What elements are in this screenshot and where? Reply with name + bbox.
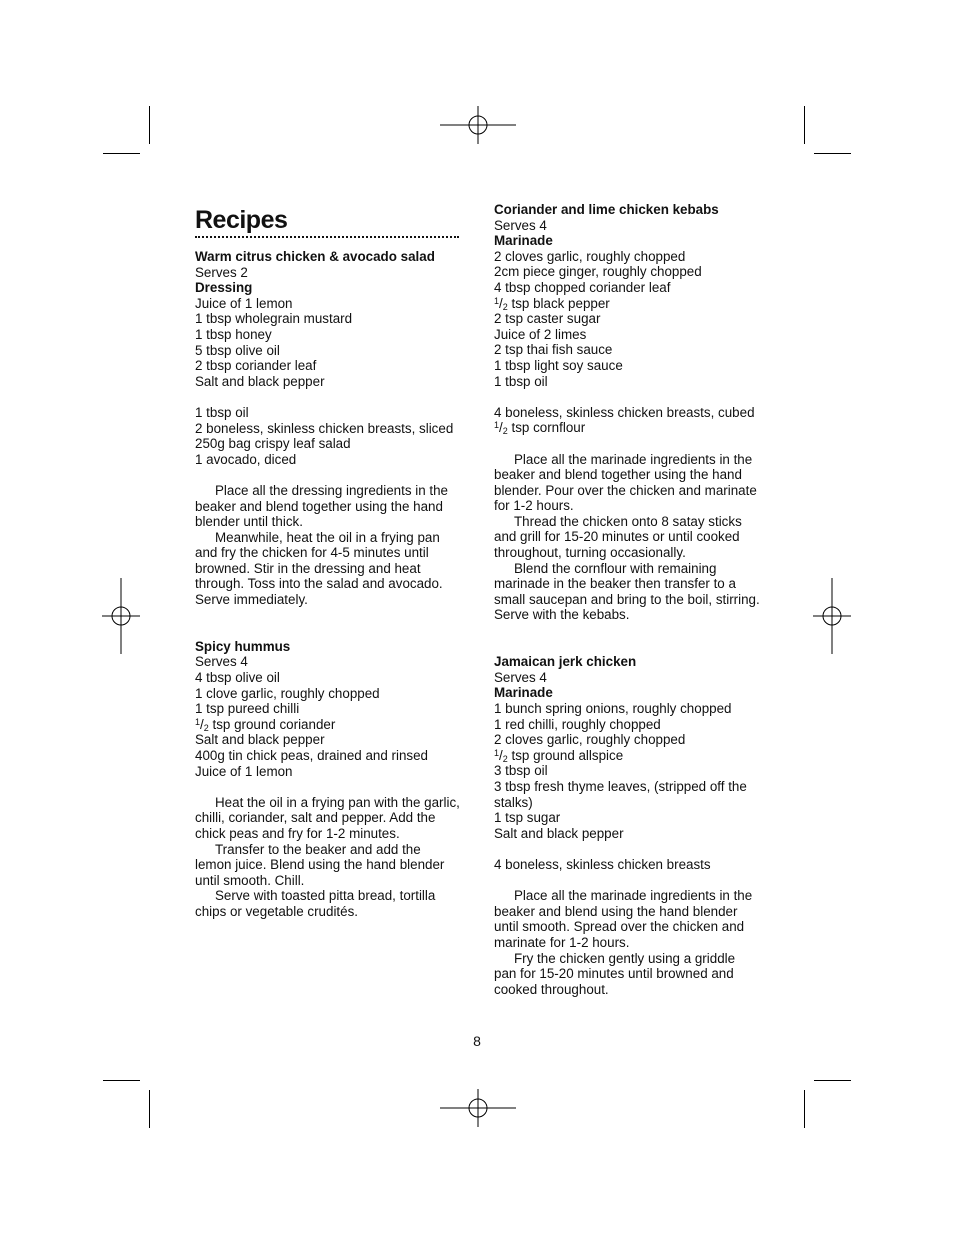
ingredient: 1 red chilli, roughly chopped: [494, 716, 661, 732]
registration-mark-icon: [102, 578, 140, 654]
page-number: 8: [473, 1033, 481, 1049]
crop-mark: [804, 106, 805, 144]
recipe-title: Spicy hummus: [195, 638, 291, 654]
section-label: Marinade: [494, 233, 553, 249]
crop-mark: [103, 1080, 140, 1081]
recipe-serves: Serves 4: [195, 654, 248, 670]
registration-mark-icon: [440, 1089, 516, 1127]
method-paragraph: Fry the chicken gently using a griddle pan for 15-20 minutes until browned and cooked throughout.: [494, 950, 736, 997]
method-paragraph: Heat the oil in a frying pan with the garlic, chilli, coriander, salt and pepper. Add the chick peas and fry for 1-2 minutes.: [195, 794, 460, 841]
section-label: Marinade: [494, 685, 553, 701]
recipe-title: Coriander and lime chicken kebabs: [494, 202, 719, 217]
ingredient: Juice of 1 lemon: [195, 295, 293, 311]
recipe-jamaican-jerk-chicken: [494, 654, 760, 997]
crop-mark: [804, 1090, 805, 1128]
ingredient: 1 tbsp wholegrain mustard: [195, 311, 353, 327]
left-column: [195, 249, 460, 920]
ingredient-fraction: $^1/_2$ tsp cornflour: [494, 420, 586, 437]
ingredient: 1 tbsp honey: [195, 326, 272, 342]
ingredient: 400g tin chick peas, drained and rinsed: [195, 748, 429, 763]
recipe-title: Jamaican jerk chicken: [494, 654, 637, 670]
ingredient: 1 tsp pureed chilli: [195, 701, 300, 717]
crop-mark: [149, 1090, 150, 1128]
ingredient: Juice of 1 lemon: [195, 763, 293, 779]
ingredient: 1 bunch spring onions, roughly chopped: [494, 701, 732, 716]
ingredient-fraction: $^1/_2$ tsp ground allspice: [494, 747, 624, 764]
ingredient: 1 tbsp light soy sauce: [494, 357, 623, 373]
crop-mark: [814, 153, 851, 154]
ingredient: Juice of 2 limes: [494, 326, 587, 342]
ingredient: 3 tbsp oil: [494, 763, 548, 779]
recipe-coriander-lime-kebabs: [494, 202, 760, 623]
ingredient: 1 tbsp oil: [494, 373, 548, 389]
registration-mark-icon: [440, 106, 516, 144]
ingredient: 4 boneless, skinless chicken breasts, cubed: [494, 404, 755, 420]
method-paragraph: Serve with toasted pitta bread, tortilla chips or vegetable crudités.: [195, 888, 436, 919]
ingredient: 250g bag crispy leaf salad: [195, 436, 351, 452]
ingredient-fraction: $^1/_2$ tsp ground coriander: [195, 716, 336, 733]
recipe-warm-citrus-chicken: [195, 249, 460, 608]
ingredient: 2 tbsp coriander leaf: [195, 358, 317, 374]
ingredient: Salt and black pepper: [494, 825, 624, 841]
method-paragraph: Meanwhile, heat the oil in a frying pan and fry the chicken for 4-5 minutes until browned. Stir in the dressing and heat through. Toss into the salad and avocado. Serve immediately.: [195, 529, 443, 608]
ingredient: 2 tsp caster sugar: [494, 311, 601, 327]
page-title: Recipes: [195, 206, 288, 234]
crop-mark: [814, 1080, 851, 1081]
ingredient: 4 tbsp chopped coriander leaf: [494, 279, 671, 295]
registration-mark-icon: [813, 578, 851, 654]
method-paragraph: Blend the cornflour with remaining marinade in the beaker then transfer to a small saucepan and bring to the boil, stirring. Serve with the kebabs.: [494, 560, 760, 623]
ingredient: 1 clove garlic, roughly chopped: [195, 685, 380, 701]
ingredient: 1 tsp sugar: [494, 810, 561, 826]
ingredient: 2 cloves garlic, roughly chopped: [494, 732, 686, 748]
ingredient: 2cm piece ginger, roughly chopped: [494, 264, 702, 280]
recipe-serves: Serves 4: [494, 217, 547, 233]
ingredient: 5 tbsp olive oil: [195, 342, 280, 358]
ingredient: 2 tsp thai fish sauce: [494, 342, 613, 358]
ingredient: 2 cloves garlic, roughly chopped: [494, 248, 686, 264]
method-paragraph: Place all the marinade ingredients in the beaker and blend using the hand blender until smooth. Spread over the chicken and marinate for 1-2 hours.: [494, 888, 753, 950]
method-paragraph: Place all the marinade ingredients in the beaker and blend together using the hand blender. Pour over the chicken and marinate for 1-2 hours.: [494, 451, 757, 514]
method-paragraph: Place all the dressing ingredients in the beaker and blend together using the hand blender until thick.: [195, 482, 448, 530]
ingredient: Salt and black pepper: [195, 732, 325, 748]
ingredient: 4 boneless, skinless chicken breasts: [494, 856, 711, 872]
crop-mark: [149, 106, 150, 144]
recipe-title: Warm citrus chicken & avocado salad: [195, 249, 435, 264]
method-paragraph: Transfer to the beaker and add the lemon juice. Blend using the hand blender until smooth. Chill.: [195, 841, 445, 888]
ingredient: 2 boneless, skinless chicken breasts, sliced: [195, 420, 454, 436]
recipe-spicy-hummus: [195, 639, 460, 920]
section-label: Dressing: [195, 280, 253, 296]
ingredient: Salt and black pepper: [195, 373, 325, 389]
title-dotted-rule: [195, 236, 459, 238]
recipe-serves: Serves 4: [494, 669, 547, 685]
right-column: [494, 202, 760, 997]
method-paragraph: Thread the chicken onto 8 satay sticks and grill for 15-20 minutes or until cooked throughout, turning occasionally.: [494, 513, 742, 561]
ingredient: 1 avocado, diced: [195, 451, 297, 467]
recipe-serves: Serves 2: [195, 264, 248, 280]
ingredient: 1 tbsp oil: [195, 404, 249, 420]
ingredient: 3 tbsp fresh thyme leaves, (stripped off the stalks): [494, 778, 747, 810]
crop-mark: [103, 153, 140, 154]
ingredient: 4 tbsp olive oil: [195, 670, 280, 686]
ingredient-fraction: $^1/_2$ tsp black pepper: [494, 295, 610, 312]
